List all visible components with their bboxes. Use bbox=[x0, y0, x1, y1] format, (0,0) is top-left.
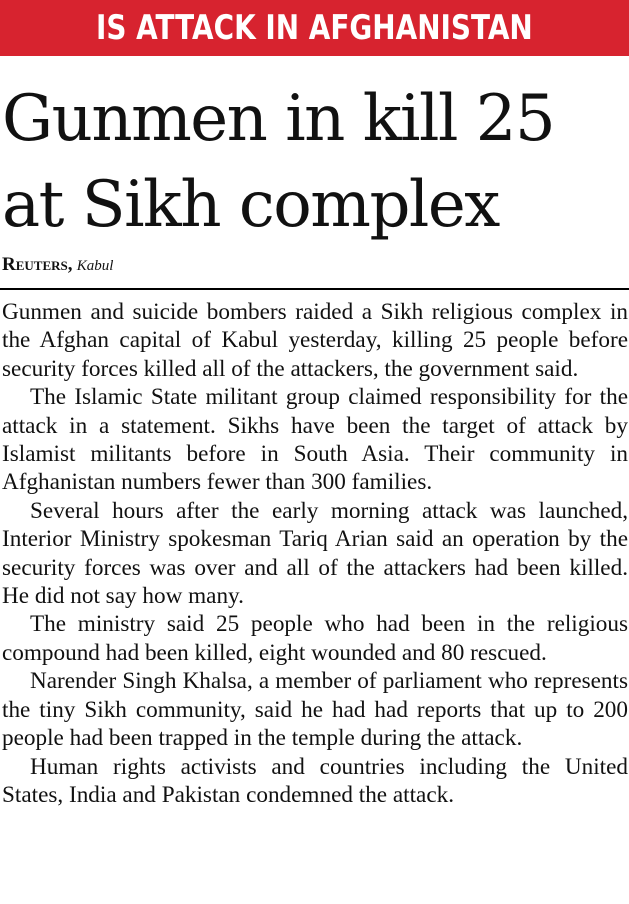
byline-place: Kabul bbox=[76, 258, 114, 274]
article-paragraph: The Islamic State militant group claimed responsibility for the attack in a statement. Sikhs have been the target of attack by Islamist militants before in South Asia. Their community in Afghanistan numbers fewer than 300 families. bbox=[2, 384, 628, 496]
byline-agency: Reuters, bbox=[2, 254, 73, 275]
byline bbox=[2, 254, 113, 276]
headline-line-1: Gunmen in kill 25 bbox=[2, 82, 555, 156]
article-paragraph: Narender Singh Khalsa, a member of parliament who represents the tiny Sikh community, said he had had reports that up to 200 people had been trapped in the temple during the attack. bbox=[2, 668, 628, 752]
headline bbox=[2, 76, 629, 248]
divider-rule bbox=[0, 288, 629, 290]
article-paragraph: Gunmen and suicide bombers raided a Sikh religious complex in the Afghan capital of Kabul yesterday, killing 25 people before security forces killed all of the attackers, the government said. bbox=[2, 299, 628, 382]
article-paragraph: The ministry said 25 people who had been in the religious compound had been killed, eight wounded and 80 rescued. bbox=[2, 611, 628, 666]
headline-line-2: at Sikh complex bbox=[2, 168, 499, 242]
article-body bbox=[2, 298, 628, 809]
article-paragraph: Several hours after the early morning attack was launched, Interior Ministry spokesman Tariq Arian said an operation by the security forces was over and all of the attackers had been killed. He did not say how many. bbox=[2, 497, 628, 610]
article-paragraph: Human rights activists and countries including the United States, India and Pakistan condemned the attack. bbox=[2, 753, 628, 808]
section-banner bbox=[0, 0, 629, 56]
banner-kicker: IS ATTACK IN AFGHANISTAN bbox=[96, 8, 533, 48]
